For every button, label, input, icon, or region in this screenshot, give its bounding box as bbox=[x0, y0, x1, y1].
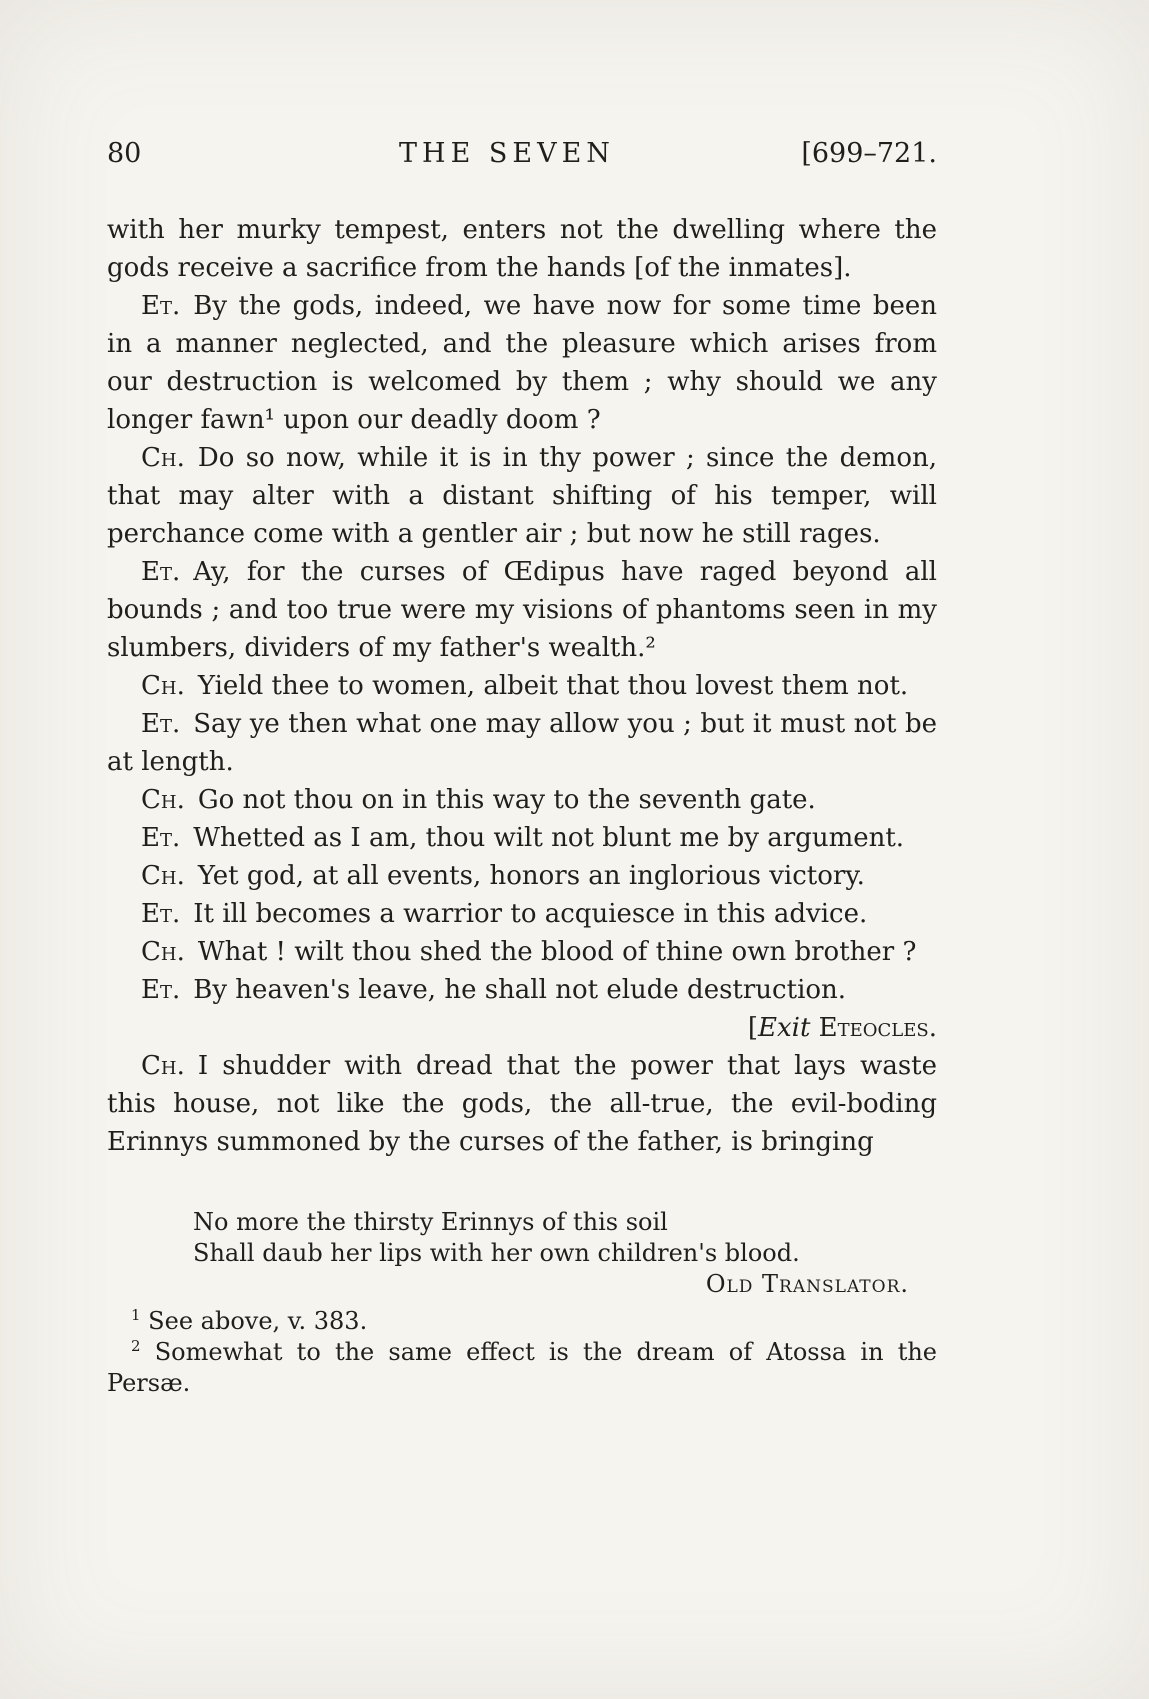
page-header bbox=[107, 138, 937, 169]
footnote-text: Somewhat to the same effect is the dream of Atossa in the Persæ. bbox=[107, 1338, 937, 1397]
stage-direction: [Exit Eteocles. bbox=[747, 1013, 937, 1043]
footnote-marker: 1 bbox=[131, 1306, 141, 1324]
speaker-label: Ch. bbox=[141, 443, 185, 473]
body-text bbox=[107, 211, 937, 1161]
dialogue-paragraph: Ch. I shudder with dread that the power that lays waste this house, not like the gods, the all-true, the evil-boding Erinnys summoned by the curses of the father, is bringing bbox=[107, 1051, 937, 1157]
footnote-section bbox=[107, 1207, 937, 1399]
dialogue-paragraph: Et. Ay, for the curses of Œdipus have raged beyond all bounds ; and too true were my visions of phantoms seen in my slumbers, dividers of my father's wealth.² bbox=[107, 557, 937, 663]
page-number: 80 bbox=[107, 138, 142, 169]
continuation-paragraph: with her murky tempest, enters not the dwelling where the gods receive a sacrifice from the hands [of the inmates]. bbox=[107, 215, 937, 283]
speaker-label: Et. bbox=[141, 975, 181, 1005]
footnote bbox=[107, 1337, 937, 1399]
footnote bbox=[107, 1306, 937, 1337]
speaker-label: Et. bbox=[141, 709, 181, 739]
running-title: THE SEVEN bbox=[399, 138, 615, 169]
speaker-label: Et. bbox=[141, 557, 181, 587]
speaker-label: Et. bbox=[141, 291, 181, 321]
quoted-verse bbox=[193, 1207, 937, 1269]
dialogue-paragraph: Et. Say ye then what one may allow you ; but it must not be at length. bbox=[107, 709, 937, 777]
speaker-label: Ch. bbox=[141, 1051, 185, 1081]
dialogue-paragraph: Et. It ill becomes a warrior to acquiesce in this advice. bbox=[141, 899, 868, 929]
verse-line: Shall daub her lips with her own children's blood. bbox=[193, 1239, 800, 1267]
dialogue-paragraph: Et. By the gods, indeed, we have now for some time been in a manner neglected, and the pleasure which arises from our destruction is welcomed by them ; why should we any longer fawn¹ upon our deadly doom ? bbox=[107, 291, 937, 435]
dialogue-paragraph: Ch. Yet god, at all events, honors an inglorious victory. bbox=[141, 861, 865, 891]
speaker-label: Ch. bbox=[141, 861, 185, 891]
footnote-marker: 2 bbox=[131, 1337, 141, 1355]
page-content bbox=[107, 138, 937, 1399]
dialogue-paragraph: Ch. What ! wilt thou shed the blood of thine own brother ? bbox=[141, 937, 917, 967]
footnote-text: See above, v. 383. bbox=[140, 1307, 368, 1335]
stage-direction-verb: Exit bbox=[757, 1013, 811, 1043]
verse-line: No more the thirsty Erinnys of this soil bbox=[193, 1208, 668, 1236]
stage-direction-character: Eteocles. bbox=[810, 1013, 937, 1043]
dialogue-paragraph: Ch. Do so now, while it is in thy power ; since the demon, that may alter with a distant shifting of his temper, will perchance come with a gentler air ; but now he still rages. bbox=[107, 443, 937, 549]
dialogue-paragraph: Ch. Go not thou on in this way to the seventh gate. bbox=[141, 785, 816, 815]
verse-attribution: Old Translator. bbox=[705, 1270, 909, 1298]
dialogue-paragraph: Et. By heaven's leave, he shall not elude destruction. bbox=[141, 975, 847, 1005]
line-range-reference: [699–721. bbox=[801, 138, 937, 169]
dialogue-paragraph: Et. Whetted as I am, thou wilt not blunt me by argument. bbox=[141, 823, 905, 853]
speaker-label: Ch. bbox=[141, 671, 185, 701]
dialogue-paragraph: Ch. Yield thee to women, albeit that thou lovest them not. bbox=[141, 671, 909, 701]
speaker-label: Ch. bbox=[141, 785, 185, 815]
speaker-label: Et. bbox=[141, 899, 181, 929]
footnotes bbox=[107, 1306, 937, 1399]
speaker-label: Ch. bbox=[141, 937, 185, 967]
speaker-label: Et. bbox=[141, 823, 181, 853]
